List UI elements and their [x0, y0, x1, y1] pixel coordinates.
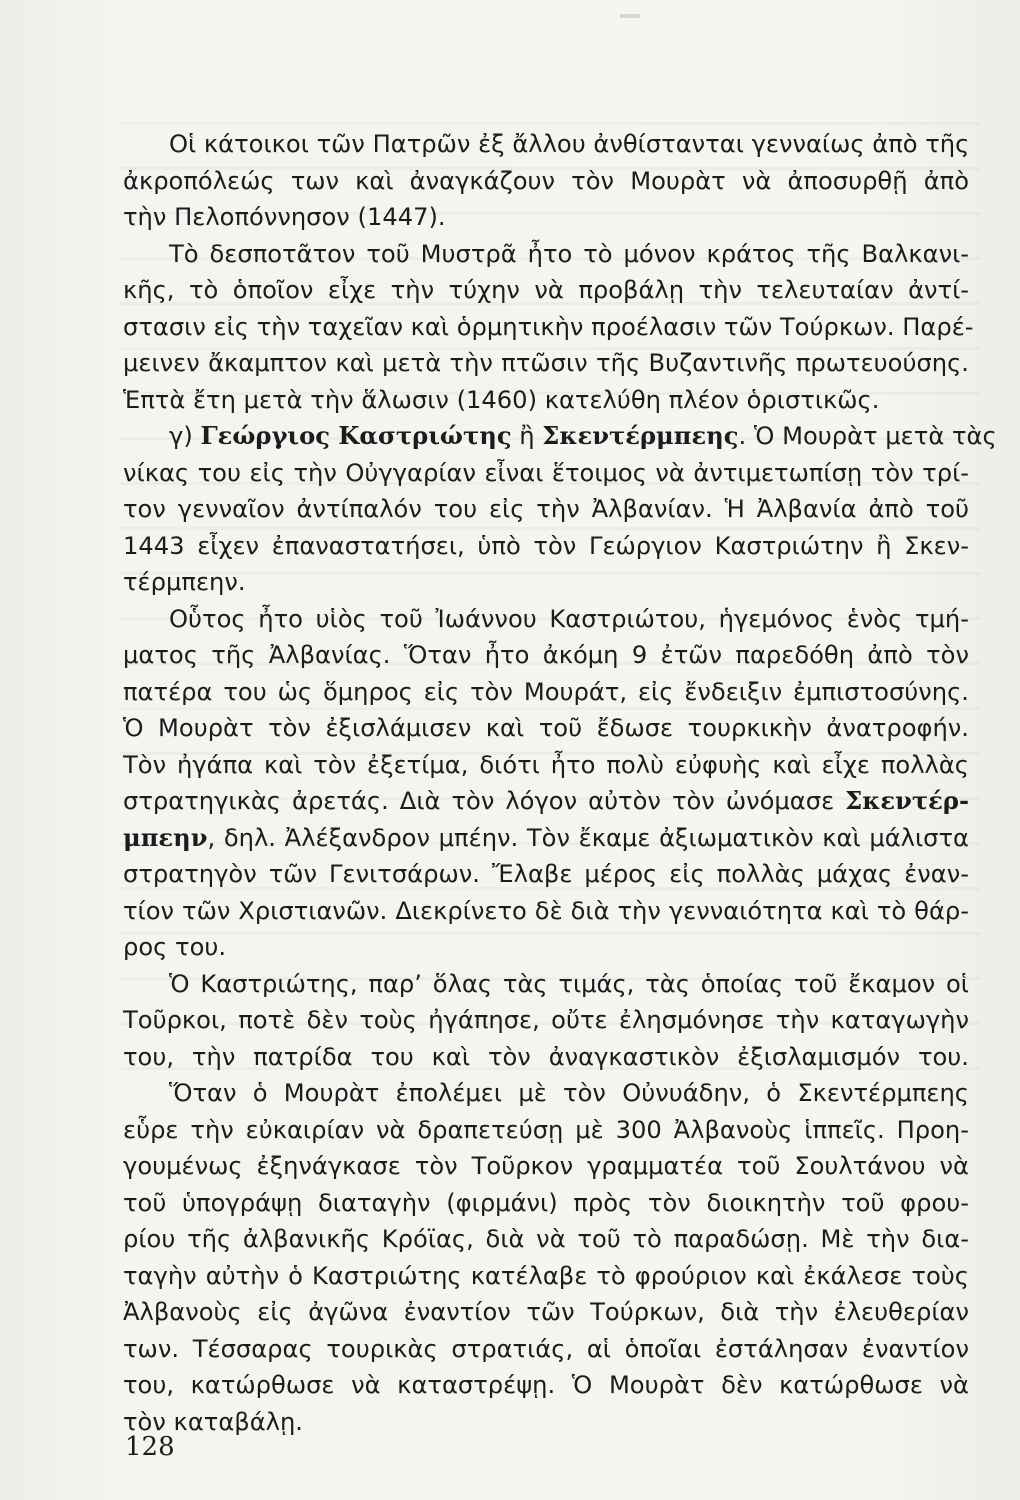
text-line: Οὗτος ἦτο υἱὸς τοῦ Ἰωάννου Καστριώτου, ἡγεμόνος ἑνὸς τμή-	[169, 604, 969, 633]
text-line: πατέρα του ὡς ὅμηρος εἰς τὸν Μουράτ, εἰς ἔνδειξιν ἐμπιστοσύνης.	[123, 677, 969, 706]
text-line: τὴν Πελοπόννησον (1447).	[123, 203, 446, 231]
heading-prefix: γ)	[169, 422, 201, 450]
heading-rest: . Ὁ Μουρὰτ μετὰ τὰς	[738, 422, 997, 450]
text-line: ματος τῆς Ἀλβανίας. Ὅταν ἦτο ἀκόμη 9 ἐτῶν παρεδόθη ἀπὸ τὸν	[123, 641, 969, 669]
named-line-1	[123, 783, 969, 820]
text-line: ρος του.	[123, 933, 227, 961]
text-line: ταγὴν αὐτὴν ὁ Καστριώτης κατέλαβε τὸ φρούριον καὶ ἐκάλεσε τοὺς	[123, 1261, 969, 1290]
page-number: 128	[125, 1432, 175, 1462]
named-line-2	[123, 820, 969, 857]
text-line: Ἑπτὰ ἔτη μετὰ τὴν ἅλωσιν (1460) κατελύθη πλέον ὁριστικῶς.	[123, 385, 880, 414]
text-line: Τὸ δεσποτᾶτον τοῦ Μυστρᾶ ἦτο τὸ μόνον κράτος τῆς Βαλκανι-	[169, 239, 969, 268]
text-line: Οἱ κάτοικοι τῶν Πατρῶν ἐξ ἄλλου ἀνθίστανται γενναίως ἀπὸ τῆς	[169, 130, 970, 158]
text-line: Ὅταν ὁ Μουρὰτ ἐπολέμει μὲ τὸν Οὐνυάδην, ὁ Σκεντέρμπεης	[169, 1079, 969, 1107]
text-line: τὸν καταβάλῃ.	[123, 1407, 303, 1436]
text-line: 1443 εἶχεν ἐπαναστατήσει, ὑπὸ τὸν Γεώργιον Καστριώτην ἢ Σκεν-	[123, 531, 969, 560]
text-line: τέρμπεην.	[123, 568, 246, 596]
text-line: τοῦ ὑπογράψῃ διαταγὴν (φιρμάνι) πρὸς τὸν διοικητὴν τοῦ φρου-	[123, 1188, 969, 1217]
paragraph-group-1	[123, 126, 974, 418]
text-line: Τοῦρκοι, ποτὲ δὲν τοὺς ἠγάπησε, οὔτε ἐλησμόνησε τὴν καταγωγὴν	[123, 1006, 969, 1034]
text-line: Ὁ Καστριώτης, παρ’ ὅλας τὰς τιμάς, τὰς ὁποίας τοῦ ἔκαμον οἱ	[169, 969, 969, 998]
text-line: των. Τέσσαρας τουρικὰς στρατιάς, αἱ ὁποῖαι ἐστάλησαν ἐναντίον	[123, 1334, 969, 1363]
text-line: γουμένως ἐξηνάγκασε τὸν Τοῦρκον γραμματέα τοῦ Σουλτάνου νὰ	[123, 1152, 969, 1180]
text-line: στρατηγὸν τῶν Γενιτσάρων. Ἔλαβε μέρος εἰς πολλὰς μάχας ἐναν-	[123, 860, 969, 888]
text-line: ἀκροπόλεώς των καὶ ἀναγκάζουν τὸν Μουρὰτ νὰ ἀποσυρθῇ ἀπὸ	[123, 166, 969, 195]
text-line: μεινεν ἄκαμπτον καὶ μετὰ τὴν πτῶσιν τῆς Βυζαντινῆς πρωτευούσης.	[123, 349, 969, 377]
named-line2-bold: μπεην	[123, 822, 208, 852]
heading-mid: ἢ	[511, 422, 543, 450]
paragraph-group-3	[123, 856, 969, 1440]
text-line: Τὸν ἠγάπα καὶ τὸν ἐξετίμα, διότι ἦτο πολὺ εὐφυὴς καὶ εἶχε πολλὰς	[123, 750, 969, 779]
section-heading-line	[123, 418, 997, 455]
heading-alias: Σκεντέρμπεης	[542, 421, 739, 450]
body-text	[123, 126, 997, 1440]
header-mark	[620, 14, 640, 18]
text-line: του, τὴν πατρίδα του καὶ τὸν ἀναγκαστικὸν ἐξισλαμισμόν του.	[123, 1042, 969, 1071]
text-line: κῆς, τὸ ὁποῖον εἶχε τὴν τύχην νὰ προβάλῃ τὴν τελευταίαν ἀντί-	[123, 276, 969, 304]
text-line: τίον τῶν Χριστιανῶν. Διεκρίνετο δὲ διὰ τὴν γενναιότητα καὶ τὸ θάρ-	[123, 896, 969, 925]
text-line: Ὁ Μουρὰτ τὸν ἐξισλάμισεν καὶ τοῦ ἔδωσε τουρκικὴν ἀνατροφήν.	[123, 714, 969, 742]
paragraph-group-2	[123, 455, 969, 784]
heading-name: Γεώργιος Καστριώτης	[200, 421, 512, 450]
text-line: Ἀλβανοὺς εἰς ἀγῶνα ἐναντίον τῶν Τούρκων, διὰ τὴν ἐλευθερίαν	[123, 1298, 969, 1326]
text-line: εὗρε τὴν εὐκαιρίαν νὰ δραπετεύσῃ μὲ 300 Ἀλβανοὺς ἱππεῖς. Προη-	[123, 1115, 969, 1144]
text-line: τον γενναῖον ἀντίπαλόν του εἰς τὴν Ἀλβανίαν. Ἡ Ἀλβανία ἀπὸ τοῦ	[123, 495, 969, 523]
text-line: στασιν εἰς τὴν ταχεῖαν καὶ ὁρμητικὴν προέλασιν τῶν Τούρκων. Παρέ-	[123, 312, 974, 341]
text-line: ρίου τῆς ἀλβανικῆς Κρόϊας, διὰ νὰ τοῦ τὸ παραδώσῃ. Μὲ τὴν δια-	[123, 1225, 969, 1253]
named-line-prefix: στρατηγικὰς ἀρετάς. Διὰ τὸν λόγον αὐτὸν τὸν ὠνόμασε	[123, 787, 846, 815]
named-line-bold: Σκεντέρ-	[845, 786, 969, 815]
text-line: του, κατώρθωσε νὰ καταστρέψῃ. Ὁ Μουρὰτ δὲν κατώρθωσε νὰ	[123, 1371, 969, 1399]
text-line: νίκας του εἰς τὴν Οὐγγαρίαν εἶναι ἕτοιμος νὰ ἀντιμετωπίσῃ τὸν τρί-	[123, 458, 969, 487]
named-line2-rest: , δηλ. Ἀλέξανδρον μπέην. Τὸν ἔκαμε ἀξιωματικὸν καὶ μάλιστα	[207, 823, 969, 852]
